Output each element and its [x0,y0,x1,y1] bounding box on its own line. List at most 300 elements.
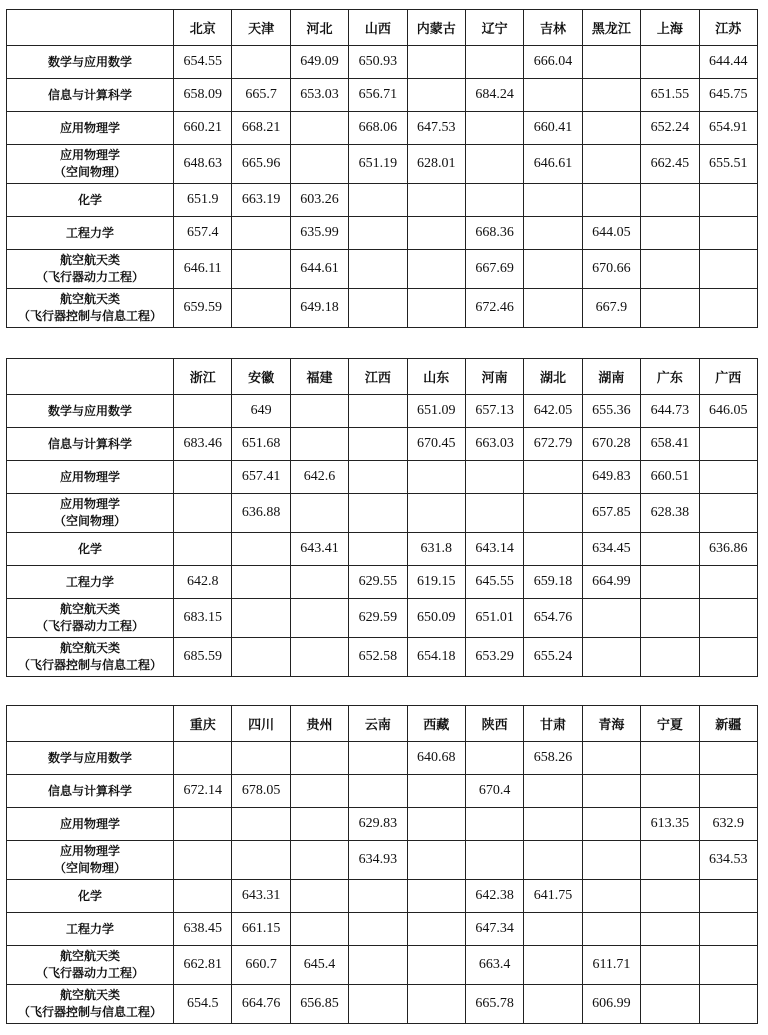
score-cell: 651.09 [407,395,465,428]
major-subname: （飞行器动力工程） [35,270,144,284]
score-cell [524,79,582,112]
major-name: 工程力学 [65,225,114,240]
major-name-cell [7,79,174,112]
major-name-cell [7,428,174,461]
score-cell [290,566,348,599]
score-cell [582,775,640,808]
score-cell: 683.46 [174,428,232,461]
major-name-cell [7,494,174,533]
score-cell: 650.93 [349,46,407,79]
major-name: 航空航天类 [59,253,120,267]
score-cell [465,742,523,775]
major-name: 工程力学 [65,574,114,589]
header-corner-cell [7,10,174,46]
major-subname: （空间物理） [53,861,126,875]
score-cell [524,250,582,289]
score-cell: 629.83 [349,808,407,841]
score-cell [699,599,757,638]
score-cell: 665.96 [232,145,290,184]
score-table-2 [6,358,758,677]
score-cell: 657.85 [582,494,640,533]
score-cell: 668.06 [349,112,407,145]
major-subname: （空间物理） [53,165,126,179]
major-name: 化学 [77,888,102,903]
score-cell [349,461,407,494]
score-cell: 644.44 [699,46,757,79]
score-cell [232,533,290,566]
header-corner-cell [7,359,174,395]
score-cell [524,533,582,566]
province-header: 上海 [641,10,699,46]
score-cell [174,395,232,428]
table-row [7,742,758,775]
major-name: 数学与应用数学 [47,54,132,69]
score-cell: 654.18 [407,638,465,677]
score-cell: 642.8 [174,566,232,599]
major-name-cell [7,533,174,566]
score-cell [407,289,465,328]
score-cell: 667.9 [582,289,640,328]
major-name-cell [7,395,174,428]
score-cell: 634.93 [349,841,407,880]
score-cell: 632.9 [699,808,757,841]
score-cell: 652.24 [641,112,699,145]
score-cell [290,841,348,880]
province-header: 湖南 [582,359,640,395]
score-cell: 663.03 [465,428,523,461]
score-cell [349,742,407,775]
score-cell [290,428,348,461]
score-cell: 649.18 [290,289,348,328]
score-cell: 665.7 [232,79,290,112]
major-name-cell [7,985,174,1024]
major-name-cell [7,638,174,677]
score-cell [641,217,699,250]
major-name-cell [7,808,174,841]
score-cell: 663.19 [232,184,290,217]
table-row [7,775,758,808]
score-cell: 629.59 [349,599,407,638]
score-cell: 672.14 [174,775,232,808]
province-header: 内蒙古 [407,10,465,46]
score-cell [290,638,348,677]
score-cell [174,494,232,533]
score-cell [524,775,582,808]
province-header: 天津 [232,10,290,46]
score-cell [407,250,465,289]
score-cell [407,775,465,808]
score-cell: 606.99 [582,985,640,1024]
score-cell: 655.36 [582,395,640,428]
score-cell: 660.51 [641,461,699,494]
score-cell [699,985,757,1024]
major-name-cell [7,217,174,250]
score-cell [407,880,465,913]
score-cell: 667.69 [465,250,523,289]
major-subname: （空间物理） [53,514,126,528]
score-cell: 651.68 [232,428,290,461]
province-header: 广西 [699,359,757,395]
major-name-cell [7,112,174,145]
score-cell [641,289,699,328]
score-cell: 670.4 [465,775,523,808]
score-cell: 666.04 [524,46,582,79]
score-cell: 644.73 [641,395,699,428]
score-cell [174,461,232,494]
score-cell [524,841,582,880]
province-header: 青海 [582,706,640,742]
score-cell [232,46,290,79]
province-header: 浙江 [174,359,232,395]
major-name: 数学与应用数学 [47,403,132,418]
score-cell [582,46,640,79]
score-cell: 644.05 [582,217,640,250]
score-cell: 664.76 [232,985,290,1024]
score-cell [465,145,523,184]
score-cell [465,494,523,533]
major-name-cell [7,461,174,494]
major-name-cell [7,841,174,880]
major-name: 应用物理学 [59,497,120,511]
major-name: 化学 [77,192,102,207]
score-cell [407,217,465,250]
table-row [7,112,758,145]
header-row [7,706,758,742]
score-cell [290,145,348,184]
score-cell: 658.09 [174,79,232,112]
score-cell [582,599,640,638]
score-cell: 647.53 [407,112,465,145]
score-cell [349,428,407,461]
score-cell [232,808,290,841]
table-row [7,880,758,913]
score-cell [524,985,582,1024]
province-header: 云南 [349,706,407,742]
score-cell: 629.55 [349,566,407,599]
score-cell [641,184,699,217]
score-cell [174,533,232,566]
score-cell [232,289,290,328]
table-row [7,566,758,599]
major-name: 数学与应用数学 [47,750,132,765]
province-header: 辽宁 [465,10,523,46]
score-cell: 660.21 [174,112,232,145]
score-cell: 643.41 [290,533,348,566]
header-row [7,359,758,395]
major-name-cell [7,184,174,217]
major-subname: （飞行器控制与信息工程） [17,1005,162,1019]
province-header: 湖北 [524,359,582,395]
score-cell [232,217,290,250]
header-corner-cell [7,706,174,742]
major-name-cell [7,289,174,328]
score-cell [349,494,407,533]
major-name: 应用物理学 [59,816,120,831]
major-name: 应用物理学 [59,844,120,858]
score-cell: 611.71 [582,946,640,985]
major-name-cell [7,880,174,913]
score-cell [174,808,232,841]
score-cell: 657.41 [232,461,290,494]
score-cell [699,880,757,913]
major-subname: （飞行器动力工程） [35,966,144,980]
score-cell [290,395,348,428]
score-cell: 642.05 [524,395,582,428]
score-cell [641,533,699,566]
province-header: 四川 [232,706,290,742]
score-cell [641,841,699,880]
score-cell [407,461,465,494]
score-cell [699,184,757,217]
score-cell: 649.83 [582,461,640,494]
major-name-cell [7,742,174,775]
score-cell [465,841,523,880]
score-cell: 644.61 [290,250,348,289]
score-cell [699,566,757,599]
table-row [7,184,758,217]
score-cell [232,250,290,289]
score-cell: 683.15 [174,599,232,638]
score-cell: 648.63 [174,145,232,184]
major-name: 航空航天类 [59,602,120,616]
score-cell [641,599,699,638]
table-row [7,494,758,533]
score-cell: 647.34 [465,913,523,946]
table-row [7,841,758,880]
score-cell: 653.03 [290,79,348,112]
table-row [7,79,758,112]
score-cell [232,599,290,638]
score-cell: 658.26 [524,742,582,775]
score-cell [174,742,232,775]
score-cell [699,742,757,775]
province-header: 宁夏 [641,706,699,742]
table-row [7,46,758,79]
score-cell [582,808,640,841]
major-name-cell [7,145,174,184]
score-cell: 634.53 [699,841,757,880]
score-cell: 636.88 [232,494,290,533]
score-cell: 685.59 [174,638,232,677]
score-cell: 654.76 [524,599,582,638]
score-cell: 660.7 [232,946,290,985]
table-row [7,461,758,494]
score-cell [349,533,407,566]
score-cell [641,913,699,946]
province-header: 江西 [349,359,407,395]
score-cell [232,566,290,599]
major-name: 信息与计算科学 [47,783,132,798]
score-cell: 628.01 [407,145,465,184]
score-cell: 649.09 [290,46,348,79]
score-cell: 659.59 [174,289,232,328]
score-cell [465,461,523,494]
major-name-cell [7,775,174,808]
score-cell: 664.99 [582,566,640,599]
score-cell: 654.55 [174,46,232,79]
score-cell [641,946,699,985]
score-cell [582,638,640,677]
major-name: 航空航天类 [59,641,120,655]
table-row [7,913,758,946]
province-header: 安徽 [232,359,290,395]
score-cell [641,985,699,1024]
score-cell: 654.5 [174,985,232,1024]
major-name: 应用物理学 [59,148,120,162]
table-row [7,638,758,677]
score-cell [407,985,465,1024]
score-cell: 642.6 [290,461,348,494]
major-name: 航空航天类 [59,292,120,306]
score-cell: 651.01 [465,599,523,638]
score-cell [524,217,582,250]
score-table-3 [6,705,758,1024]
province-header: 贵州 [290,706,348,742]
score-cell [582,79,640,112]
score-cell [407,184,465,217]
table-row [7,428,758,461]
province-header: 甘肃 [524,706,582,742]
score-cell [349,913,407,946]
major-name-cell [7,599,174,638]
score-cell [524,184,582,217]
score-cell [465,808,523,841]
score-cell [699,946,757,985]
score-cell [349,217,407,250]
score-cell [699,250,757,289]
score-cell [407,79,465,112]
score-cell [582,841,640,880]
score-cell [641,46,699,79]
score-cell: 651.19 [349,145,407,184]
score-cell [407,913,465,946]
score-cell [641,566,699,599]
score-cell [232,638,290,677]
score-cell [349,250,407,289]
table-row [7,808,758,841]
score-cell [465,46,523,79]
score-cell: 651.9 [174,184,232,217]
header-row [7,10,758,46]
score-cell [524,913,582,946]
major-name: 信息与计算科学 [47,87,132,102]
score-cell: 638.45 [174,913,232,946]
score-cell [465,184,523,217]
score-cell [349,775,407,808]
score-cell [699,461,757,494]
major-name-cell [7,566,174,599]
score-cell [349,985,407,1024]
major-name: 应用物理学 [59,469,120,484]
score-cell [407,494,465,533]
score-cell: 652.58 [349,638,407,677]
province-header: 广东 [641,359,699,395]
major-name: 化学 [77,541,102,556]
score-cell [699,913,757,946]
major-name-cell [7,250,174,289]
table-row [7,533,758,566]
score-cell: 661.15 [232,913,290,946]
major-name-cell [7,913,174,946]
table-row [7,395,758,428]
score-cell [232,841,290,880]
province-header: 江苏 [699,10,757,46]
province-header: 黑龙江 [582,10,640,46]
score-cell: 668.36 [465,217,523,250]
table-row [7,250,758,289]
province-header: 河北 [290,10,348,46]
major-name: 工程力学 [65,921,114,936]
score-cell: 655.51 [699,145,757,184]
score-cell [582,742,640,775]
score-cell: 672.79 [524,428,582,461]
score-cell [407,808,465,841]
score-cell: 645.4 [290,946,348,985]
score-cell: 657.4 [174,217,232,250]
score-cell [290,808,348,841]
score-cell: 662.81 [174,946,232,985]
score-cell [290,880,348,913]
score-cell: 663.4 [465,946,523,985]
score-cell: 659.18 [524,566,582,599]
score-cell: 603.26 [290,184,348,217]
score-cell [641,880,699,913]
province-header: 山西 [349,10,407,46]
major-name: 航空航天类 [59,988,120,1002]
score-cell: 653.29 [465,638,523,677]
score-cell: 642.38 [465,880,523,913]
score-cell [174,841,232,880]
score-cell: 656.85 [290,985,348,1024]
score-cell [290,599,348,638]
score-cell [290,494,348,533]
score-cell [524,494,582,533]
score-cell: 658.41 [641,428,699,461]
score-cell [641,250,699,289]
score-cell: 613.35 [641,808,699,841]
score-cell: 665.78 [465,985,523,1024]
score-cell: 619.15 [407,566,465,599]
score-cell: 670.28 [582,428,640,461]
score-cell [699,217,757,250]
score-cell [349,395,407,428]
score-cell: 654.91 [699,112,757,145]
score-cell: 651.55 [641,79,699,112]
score-cell: 646.11 [174,250,232,289]
score-cell [349,880,407,913]
score-cell: 643.31 [232,880,290,913]
table-row [7,946,758,985]
score-cell: 646.61 [524,145,582,184]
score-cell: 635.99 [290,217,348,250]
score-cell: 641.75 [524,880,582,913]
major-name-cell [7,46,174,79]
province-header: 重庆 [174,706,232,742]
score-cell: 628.38 [641,494,699,533]
score-cell [290,112,348,145]
score-cell [232,742,290,775]
table-row [7,217,758,250]
score-cell [524,808,582,841]
score-cell [349,289,407,328]
table-row [7,985,758,1024]
score-cell [582,913,640,946]
score-cell [699,494,757,533]
score-cell [290,775,348,808]
province-header: 北京 [174,10,232,46]
score-cell: 672.46 [465,289,523,328]
score-cell: 650.09 [407,599,465,638]
